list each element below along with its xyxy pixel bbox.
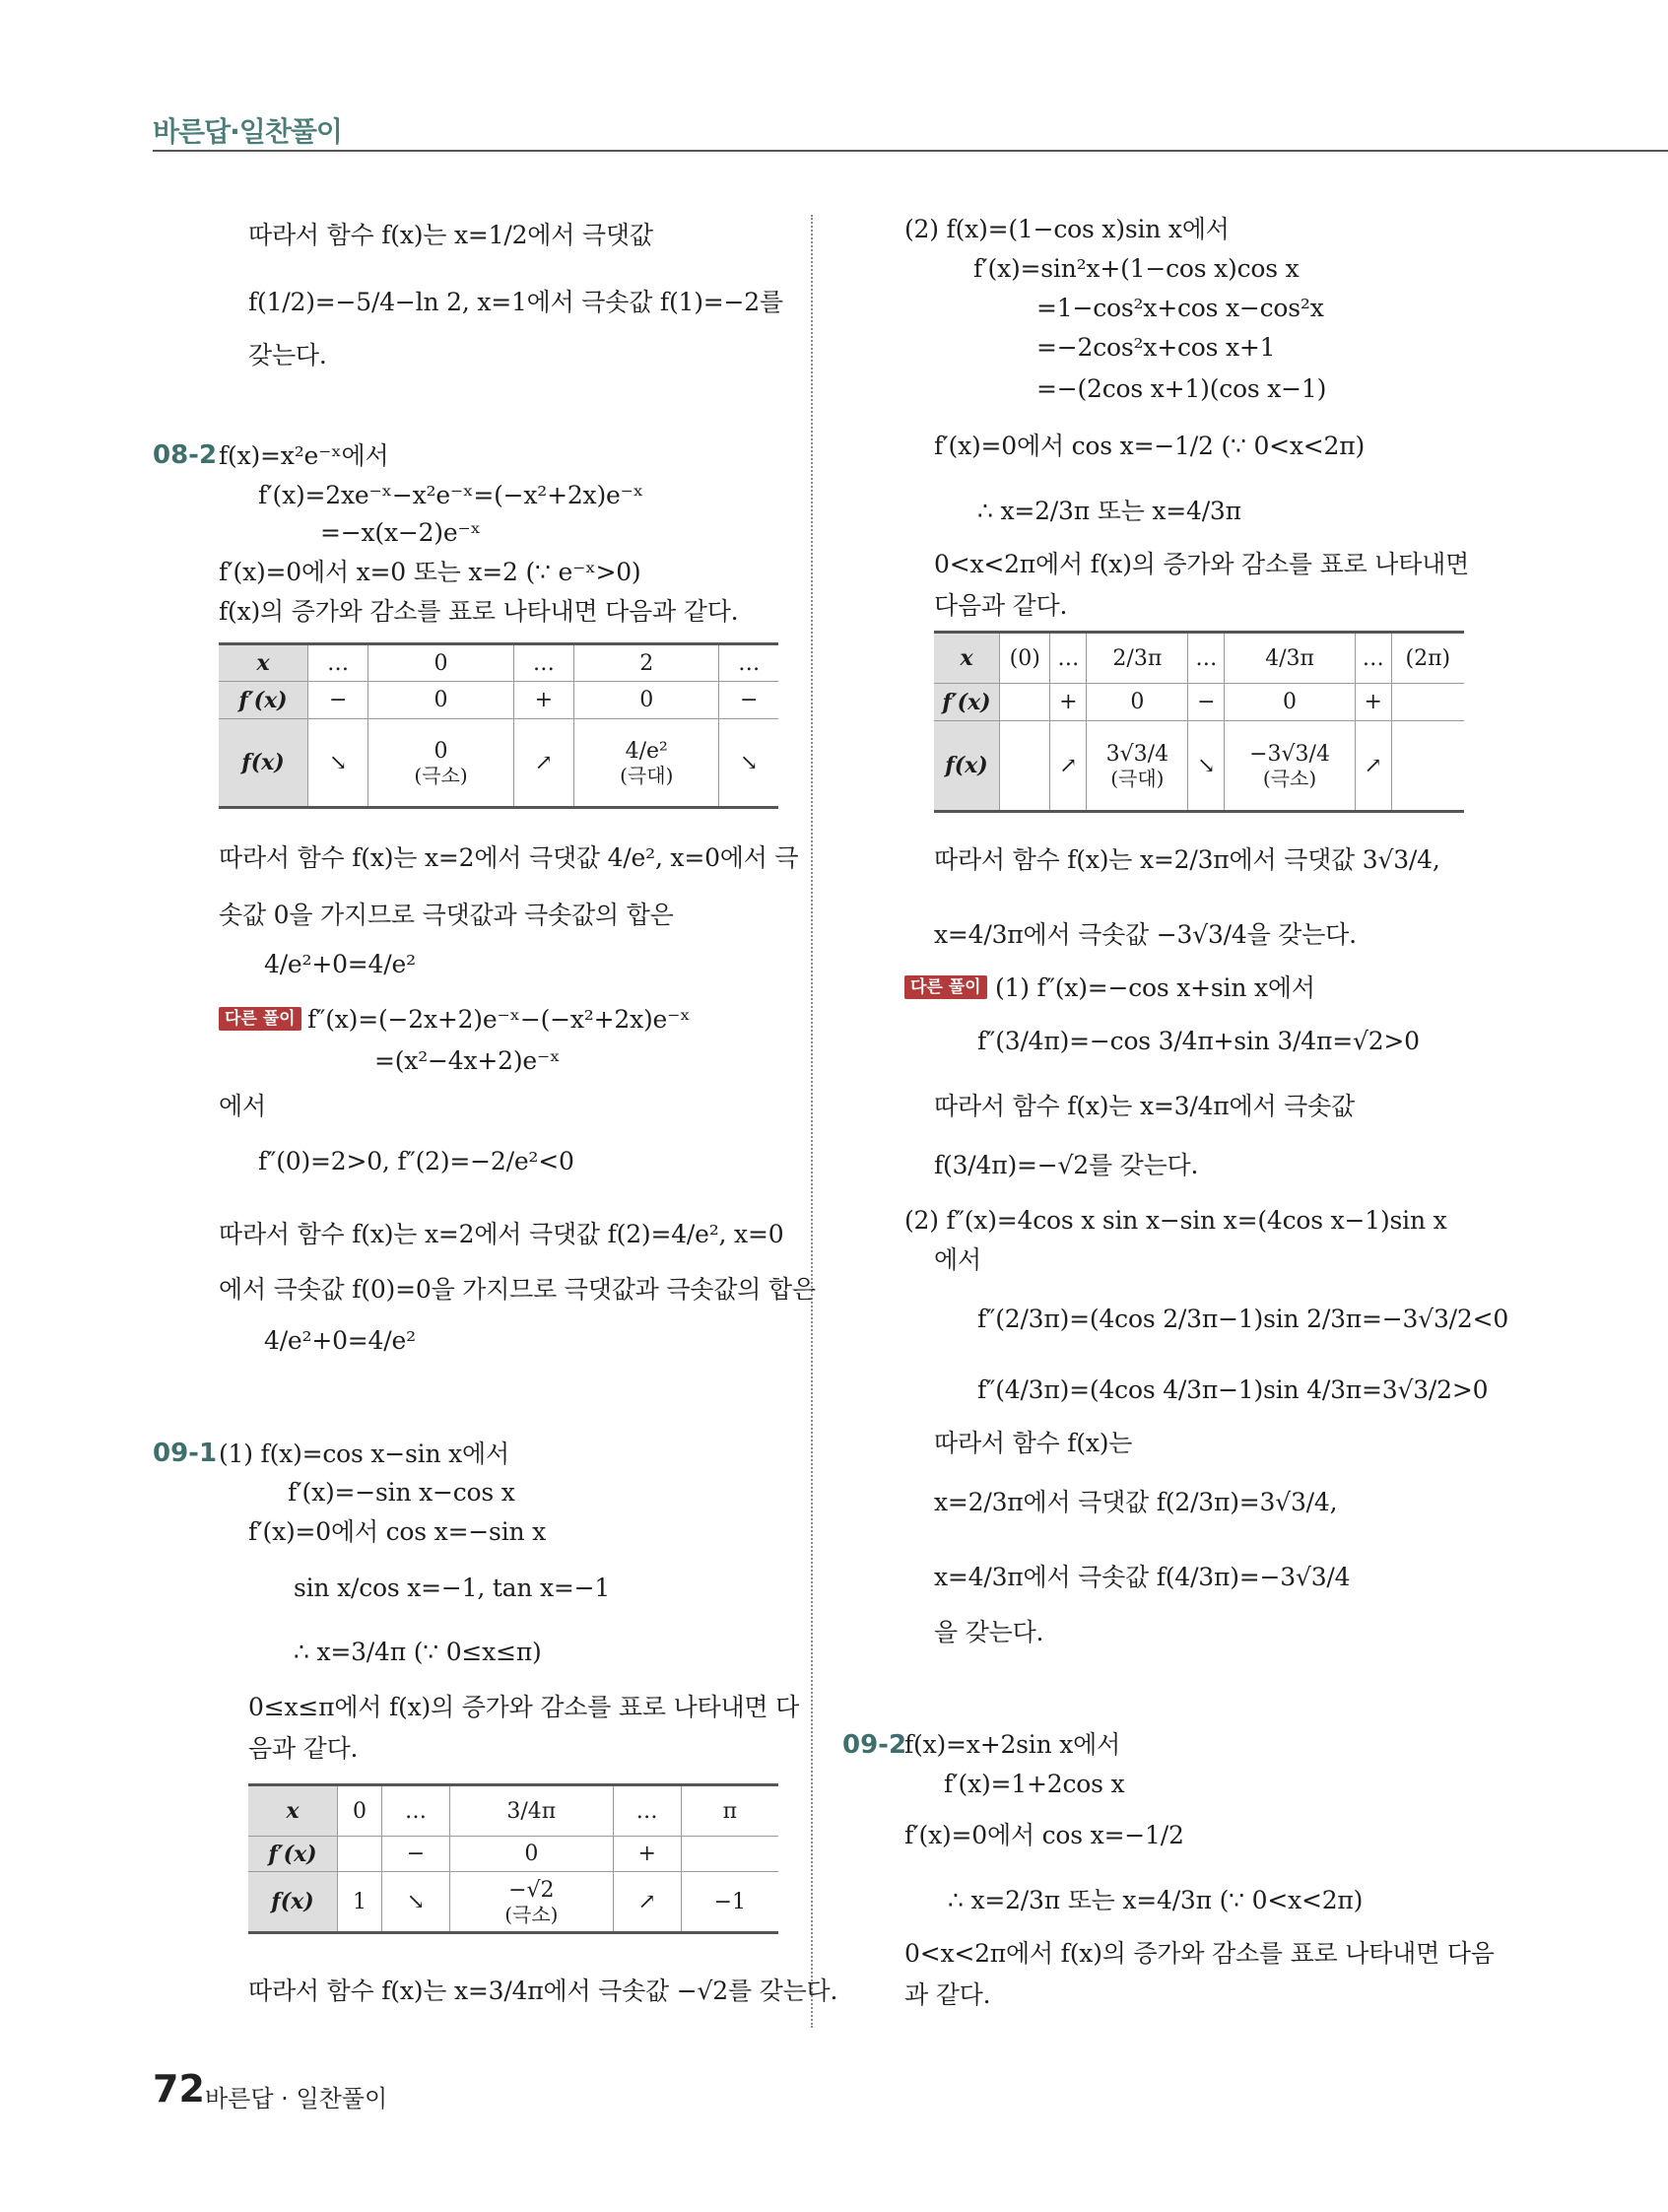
table-cell: f′(x) [219,682,308,719]
table-cell: (2π) [1391,633,1464,684]
text-line: 따라서 함수 f(x)는 x=3/4π에서 극솟값 [934,1092,1356,1120]
table-cell: f(x) [219,719,308,808]
text-line: =−(2cos x+1)(cos x−1) [1036,374,1327,403]
table-cell: … [308,644,368,682]
table-cell: 3/4π [449,1785,613,1837]
table-cell: f′(x) [248,1837,338,1872]
table-cell: x [934,633,1000,684]
table-cell: … [719,644,778,682]
text-line: 갖는다. [248,341,327,369]
table-cell: 2 [574,644,719,682]
text-line: f′(x)=−sin x−cos x [288,1478,515,1507]
table-cell [1225,721,1356,812]
table-cell: … [513,644,573,682]
table-cell: … [613,1785,681,1837]
text-line: 에서 [219,1092,266,1120]
page-number: 72 [153,2067,205,2111]
table-cell: … [1188,633,1225,684]
table-cell: f(x) [248,1872,338,1933]
text-line: 다음과 같다. [934,591,1068,620]
text-line: 0≤x≤π에서 f(x)의 증가와 감소를 표로 나타내면 다 [248,1693,800,1721]
variation-table [934,631,1464,813]
problem-number: 09-1 [153,1439,218,1468]
column-divider [811,215,813,2028]
table-cell: … [1355,633,1391,684]
table-cell: ↘ [1188,721,1225,812]
text-line: 과 같다. [904,1980,991,2009]
text-line: f″(x)=(−2x+2)e⁻ˣ−(−x²+2x)e⁻ˣ [307,1005,691,1034]
text-line: 따라서 함수 f(x)는 x=2/3π에서 극댓값 3√3/4, [934,845,1440,874]
table-cell: − [719,682,778,719]
text-line: =−2cos²x+cos x+1 [1036,333,1276,362]
text-line: f′(x)=2xe⁻ˣ−x²e⁻ˣ=(−x²+2x)e⁻ˣ [258,481,643,509]
cell-value: −3√3/4 [1249,741,1330,767]
table-cell: − [308,682,368,719]
cell-value: 0 [434,738,448,764]
text-line: 0<x<2π에서 f(x)의 증가와 감소를 표로 나타내면 [934,550,1470,578]
table-cell: x [219,644,308,682]
table-cell: … [1050,633,1087,684]
text-line: =1−cos²x+cos x−cos²x [1036,294,1324,322]
text-line: 4/e²+0=4/e² [264,950,416,978]
text-line: 따라서 함수 f(x)는 x=1/2에서 극댓값 [248,221,653,249]
text-line: f″(3/4π)=−cos 3/4π+sin 3/4π=√2>0 [977,1027,1420,1055]
table-cell: −1 [681,1872,778,1933]
text-line: 4/e²+0=4/e² [264,1326,416,1355]
text-line: =(x²−4x+2)e⁻ˣ [374,1046,561,1075]
table-cell: 0 [338,1785,382,1837]
text-line: 따라서 함수 f(x)는 x=2에서 극댓값 4/e², x=0에서 극 [219,843,799,872]
variation-table [219,642,778,809]
text-line: 에서 극솟값 f(0)=0을 가지므로 극댓값과 극솟값의 합은 [219,1275,816,1304]
table-cell: + [1050,684,1087,721]
table-cell: ↘ [719,719,778,808]
text-line: 에서 [934,1245,981,1274]
text-line: f(3/4π)=−√2를 갖는다. [934,1151,1199,1179]
text-line: f′(x)=0에서 x=0 또는 x=2 (∵ e⁻ˣ>0) [219,558,641,586]
other-solution-tag: 다른 풀이 [219,1007,301,1031]
problem-number: 09-2 [842,1730,907,1760]
table-cell [449,1872,613,1933]
text-line: f″(2/3π)=(4cos 2/3π−1)sin 2/3π=−3√3/2<0 [977,1305,1509,1333]
table-cell: 0 [368,682,513,719]
text-line: 음과 같다. [248,1734,359,1763]
text-line: f′(x)=sin²x+(1−cos x)cos x [973,254,1300,283]
cell-note: (극소) [504,1902,559,1926]
table-cell: + [1355,684,1391,721]
text-line: f(x)=x²e⁻ˣ에서 [219,441,389,470]
table-cell: ↗ [1355,721,1391,812]
table-cell: 2/3π [1087,633,1188,684]
table-cell: … [381,1785,449,1837]
text-line: ∴ x=3/4π (∵ 0≤x≤π) [294,1638,542,1666]
text-line: f(1/2)=−5/4−ln 2, x=1에서 극솟값 f(1)=−2를 [248,288,783,316]
table-cell [1391,684,1464,721]
cell-value: 4/e² [625,738,668,764]
text-line: x=4/3π에서 극솟값 −3√3/4을 갖는다. [934,920,1357,949]
cell-value: 3√3/4 [1105,741,1169,767]
table-cell: ↘ [381,1872,449,1933]
text-line: 0<x<2π에서 f(x)의 증가와 감소를 표로 나타내면 다음 [904,1939,1495,1968]
text-line: f″(0)=2>0, f″(2)=−2/e²<0 [258,1147,574,1175]
text-line: (2) f″(x)=4cos x sin x−sin x=(4cos x−1)sin x [904,1206,1447,1235]
text-line: f′(x)=1+2cos x [944,1770,1125,1798]
cell-note: (극소) [1262,766,1317,790]
text-line: x=4/3π에서 극솟값 f(4/3π)=−3√3/4 [934,1563,1351,1591]
table-cell [574,719,719,808]
table-cell: 0 [449,1837,613,1872]
table-cell: + [613,1837,681,1872]
text-line: (1) f″(x)=−cos x+sin x에서 [995,973,1315,1002]
text-line: 솟값 0을 가지므로 극댓값과 극솟값의 합은 [219,901,674,929]
running-header: 바른답·일찬풀이 [153,115,342,148]
table-cell: − [381,1837,449,1872]
problem-number: 08-2 [153,440,218,470]
text-line: 따라서 함수 f(x)는 [934,1429,1133,1457]
text-line: ∴ x=2/3π 또는 x=4/3π [977,497,1241,525]
table-cell: ↗ [613,1872,681,1933]
text-line: f′(x)=0에서 cos x=−1/2 (∵ 0<x<2π) [934,432,1366,460]
table-cell: f(x) [934,721,1000,812]
text-line: f′(x)=0에서 cos x=−sin x [248,1517,547,1546]
table-cell: (0) [1000,633,1050,684]
cell-note: (극대) [620,763,674,787]
table-cell [1391,721,1464,812]
table-cell: − [1188,684,1225,721]
text-line: (1) f(x)=cos x−sin x에서 [219,1440,509,1468]
table-cell [1000,721,1050,812]
table-cell: 4/3π [1225,633,1356,684]
text-line: x=2/3π에서 극댓값 f(2/3π)=3√3/4, [934,1488,1338,1516]
text-line: 따라서 함수 f(x)는 x=3/4π에서 극솟값 −√2를 갖는다. [248,1977,838,2005]
table-cell: π [681,1785,778,1837]
table-cell [338,1837,382,1872]
header-rule [153,150,1668,152]
table-cell: 0 [1087,684,1188,721]
footer-label: 바른답 · 일찬풀이 [205,2085,388,2112]
text-line: 을 갖는다. [934,1618,1044,1646]
cell-note: (극소) [414,763,468,787]
text-line: ∴ x=2/3π 또는 x=4/3π (∵ 0<x<2π) [948,1886,1364,1914]
table-cell: 0 [574,682,719,719]
text-line: f(x)의 증가와 감소를 표로 나타내면 다음과 같다. [219,597,739,626]
table-cell [1000,684,1050,721]
table-cell: 0 [368,644,513,682]
table-cell: 1 [338,1872,382,1933]
cell-value: −√2 [508,1877,555,1903]
table-cell: ↘ [308,719,368,808]
table-cell [681,1837,778,1872]
text-line: (2) f(x)=(1−cos x)sin x에서 [904,215,1230,243]
text-line: f′(x)=0에서 cos x=−1/2 [904,1821,1184,1849]
table-cell: x [248,1785,338,1837]
table-cell: 0 [1225,684,1356,721]
table-cell [368,719,513,808]
text-line: f″(4/3π)=(4cos 4/3π−1)sin 4/3π=3√3/2>0 [977,1375,1489,1404]
variation-table [248,1783,778,1934]
table-cell: ↗ [1050,721,1087,812]
other-solution-tag: 다른 풀이 [904,975,987,999]
cell-note: (극대) [1110,766,1165,790]
table-cell: f′(x) [934,684,1000,721]
table-cell [1087,721,1188,812]
text-line: f(x)=x+2sin x에서 [904,1730,1121,1759]
table-cell: + [513,682,573,719]
table-cell: ↗ [513,719,573,808]
text-line: =−x(x−2)e⁻ˣ [320,518,481,547]
text-line: 따라서 함수 f(x)는 x=2에서 극댓값 f(2)=4/e², x=0 [219,1220,784,1248]
text-line: sin x/cos x=−1, tan x=−1 [294,1574,611,1602]
